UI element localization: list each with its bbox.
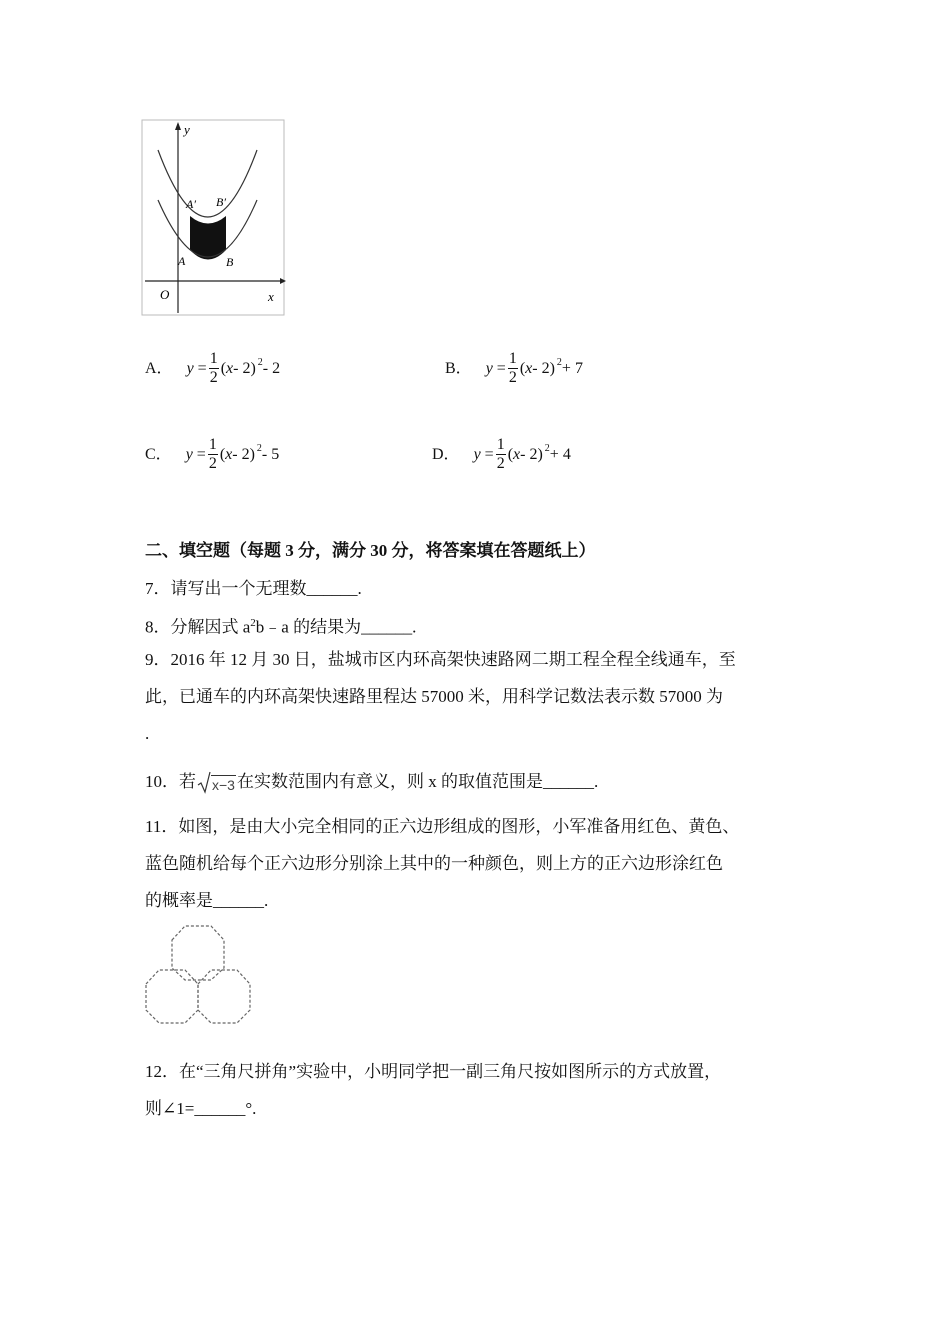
- fraction: $\frac{1}{2}$: [208, 436, 217, 472]
- question-11-line-3: 的概率是______.: [145, 891, 269, 910]
- option-b-formula: y = $\frac{1}{2}$ ( x - 2) 2 + 7: [485, 350, 583, 386]
- question-9-line-3: .: [145, 724, 150, 743]
- option-b: [445, 350, 583, 387]
- label-b: B: [226, 255, 234, 269]
- option-b-label: B．: [445, 359, 472, 377]
- label-x: x: [268, 289, 274, 304]
- square-root: [197, 770, 236, 794]
- radicand: x−3: [212, 777, 235, 793]
- option-c-label: C．: [145, 445, 172, 463]
- fraction: $\frac{1}{2}$: [508, 350, 517, 386]
- left-hexagon: [146, 970, 198, 1023]
- upper-parabola: [158, 150, 257, 217]
- question-10: 10．若 x−3 在实数范围内有意义，则 x 的取值范围是______.: [145, 772, 599, 793]
- option-c: [145, 436, 279, 473]
- label-a: A: [178, 254, 186, 268]
- question-8: 8．分解因式 $a^2b﹣a$ 的结果为______.: [145, 617, 417, 637]
- option-a-formula: y = $\frac{1}{2}$ ( x - 2) 2 - 2: [186, 350, 281, 386]
- label-a-prime: A′: [186, 197, 196, 211]
- right-hexagon: [198, 970, 250, 1023]
- label-origin: O: [160, 287, 170, 302]
- graph-frame: [142, 120, 284, 315]
- option-c-formula: y = $\frac{1}{2}$ ( x - 2) 2 - 5: [185, 436, 280, 472]
- question-12-line-2: 则∠1=______°.: [145, 1099, 257, 1118]
- question-11-line-2: 蓝色随机给每个正六边形分别涂上其中的一种颜色，则上方的正六边形涂红色: [145, 854, 723, 873]
- option-d-label: D．: [432, 445, 460, 463]
- question-7: 7．请写出一个无理数______.: [145, 579, 362, 598]
- label-y: y: [184, 122, 190, 137]
- x-axis-arrow: [280, 278, 286, 284]
- section-title: 二、填空题（每题 3 分，满分 30 分，将答案填在答题纸上）: [145, 541, 596, 560]
- question-12-line-1: 12．在“三角尺拼角”实验中，小明同学把一副三角尺按如图所示的方式放置，: [145, 1062, 722, 1081]
- parabola-graph: [140, 118, 288, 318]
- question-11-line-1: 11．如图，是由大小完全相同的正六边形组成的图形，小军准备用红色、黄色、: [145, 817, 740, 836]
- option-d-formula: y = $\frac{1}{2}$ ( x - 2) 2 + 4: [473, 436, 571, 472]
- question-9-line-2: 此，已通车的内环高架快速路里程达 57000 米，用科学记数法表示数 57000 为: [145, 687, 723, 706]
- fraction: $\frac{1}{2}$: [496, 436, 505, 472]
- fraction: $\frac{1}{2}$: [209, 350, 218, 386]
- hexagon-figure: [140, 922, 258, 1034]
- option-d: [432, 436, 571, 473]
- top-hexagon: [172, 926, 224, 980]
- option-a-label: A．: [145, 359, 173, 377]
- question-9-line-1: 9．2016 年 12 月 30 日，盐城市区内环高架快速路网二期工程全程全线通车，至: [145, 650, 736, 669]
- option-a: [145, 350, 280, 387]
- y-axis-arrow: [175, 122, 181, 130]
- radical-sign-icon: [197, 770, 211, 794]
- label-b-prime: B′: [216, 195, 226, 209]
